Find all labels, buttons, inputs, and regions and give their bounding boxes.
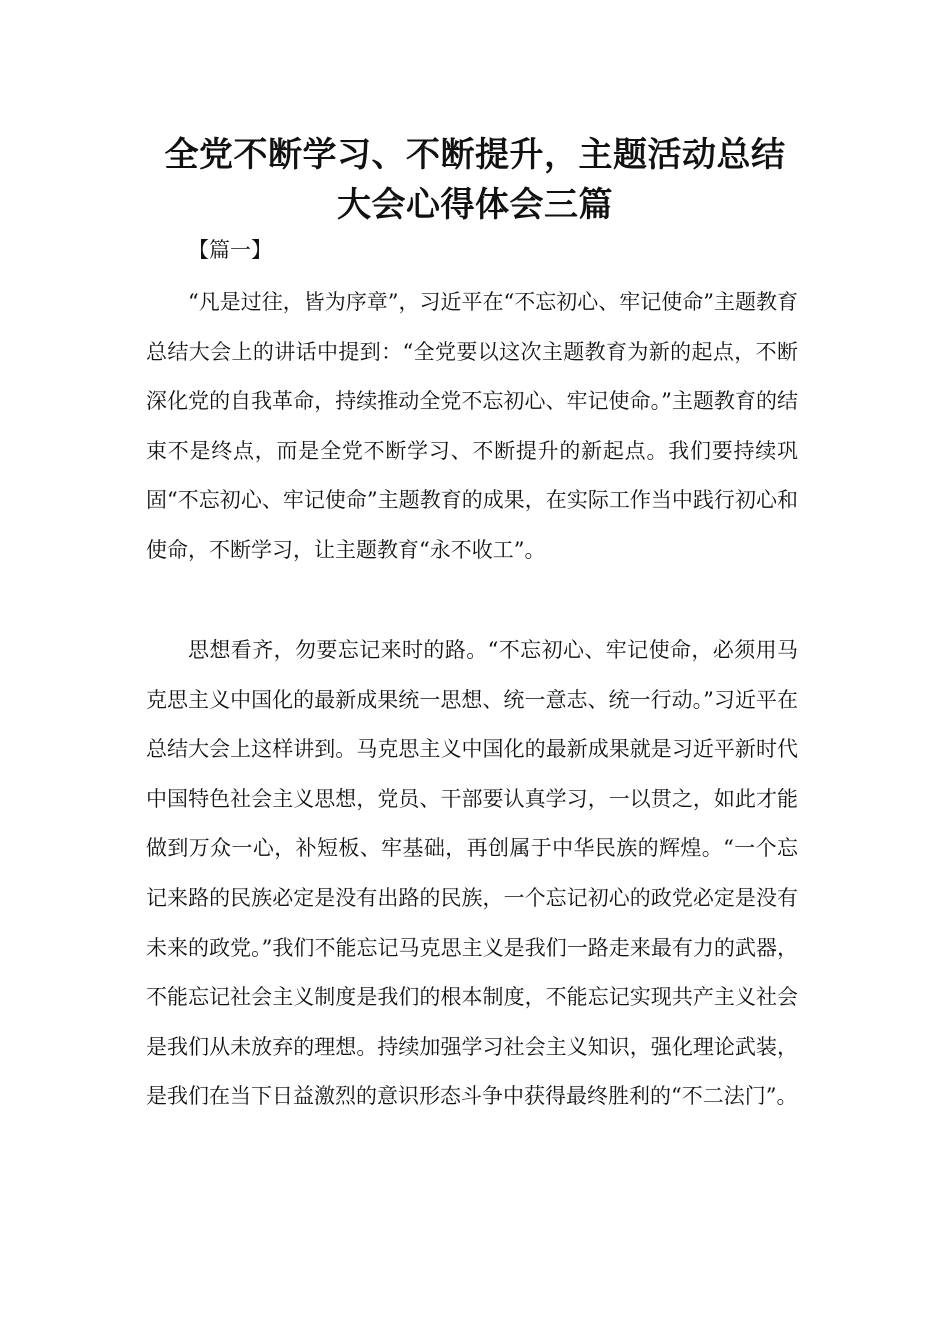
section-label: 【篇一】 <box>188 238 272 262</box>
body-paragraph-2: 思想看齐，勿要忘记来时的路。“不忘初心、牢记使命，必须用马克思主义中国化的最新成果统一思想、统一意志、统一行动。”习近平在总结大会上这样讲到。马克思主义中国化的最新成果就是习近平新时代中国特色社会主义思想，党员、干部要认真学习，一以贯之，如此才能做到万众一心，补短板、牢基础，再创属于中华民族的辉煌。“一个忘记来路的民族必定是没有出路的民族，一个忘记初心的政党必定是没有未来的政党。”我们不能忘记马克思主义是我们一路走来最有力的武器，不能忘记社会主义制度是我们的根本制度，不能忘记实现共产主义社会是我们从未放弃的理想。持续加强学习社会主义知识，强化理论武装，是我们在当下日益激烈的意识形态斗争中获得最终胜利的“不二法门”。 <box>146 638 798 1109</box>
document-title-line-1: 全党不断学习、不断提升，主题活动总结 <box>164 135 786 175</box>
document-title-line-2: 大会心得体会三篇 <box>337 185 613 225</box>
body-paragraph-1: “凡是过往，皆为序章”，习近平在“不忘初心、牢记使命”主题教育总结大会上的讲话中提到：“全党要以这次主题教育为新的起点，不断深化党的自我革命，持续推动全党不忘初心、牢记使命。”主题教育的结束不是终点，而是全党不断学习、不断提升的新起点。我们要持续巩固“不忘初心、牢记使命”主题教育的成果，在实际工作当中践行初心和使命，不断学习，让主题教育“永不收工”。 <box>146 290 798 562</box>
